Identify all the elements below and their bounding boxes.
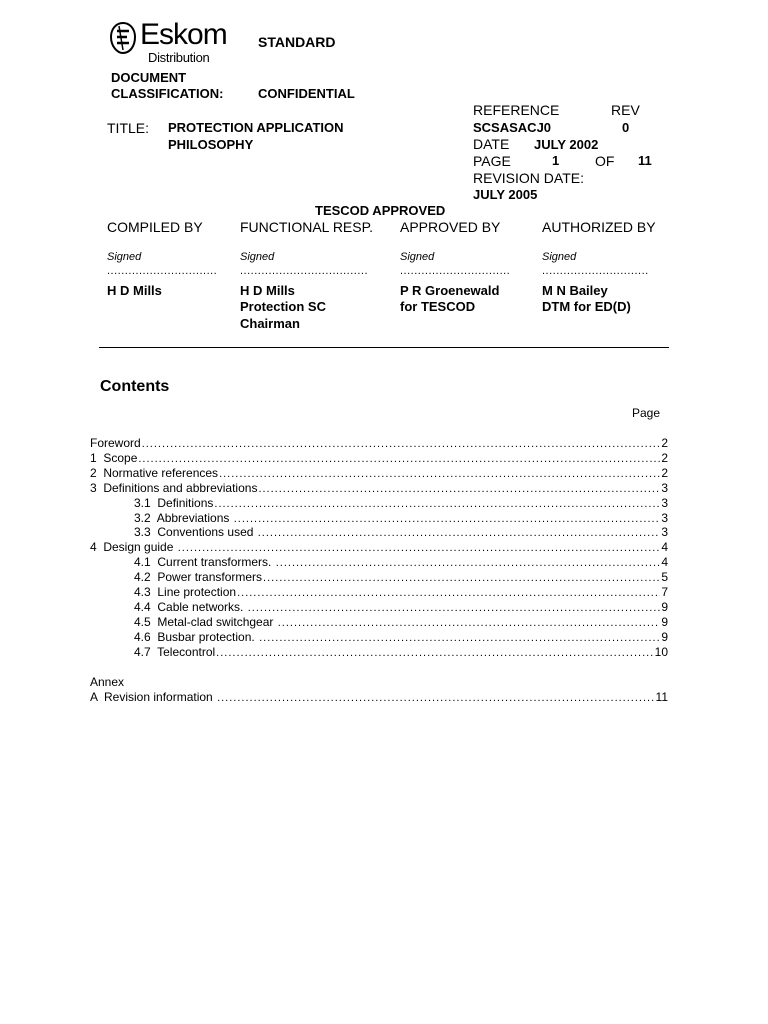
page-value: 1 (552, 153, 560, 168)
revision-date-label: REVISION DATE: (473, 170, 584, 186)
toc-entry[interactable] (90, 540, 668, 555)
toc-entry-label: 3.1 Definitions (134, 495, 214, 510)
toc-entry[interactable] (90, 451, 668, 466)
toc-entry[interactable] (90, 436, 668, 451)
signature-line: .............................. (542, 265, 649, 277)
toc-leader-dots (219, 468, 660, 480)
toc-entry-page: 3 (661, 495, 668, 510)
doc-class-label-2: CLASSIFICATION: (111, 86, 224, 101)
eskom-logo-icon (110, 22, 136, 54)
rev-value: 0 (622, 120, 630, 135)
signatory-detail: Chairman (240, 316, 300, 331)
doc-type: STANDARD (258, 34, 336, 50)
role-label: APPROVED BY (400, 219, 501, 235)
signature-line: ............................... (107, 265, 218, 277)
toc-leader-dots (142, 438, 661, 450)
toc-leader-dots (217, 692, 654, 704)
signatory-detail: Protection SC (240, 299, 326, 314)
eskom-logo (110, 20, 250, 66)
toc-entry-page: 2 (661, 436, 668, 450)
toc-entry[interactable] (134, 585, 668, 600)
approval-status: TESCOD APPROVED (315, 203, 446, 218)
toc-leader-dots (258, 527, 661, 539)
toc-leader-dots (138, 453, 660, 465)
toc-entry-label: 4.5 Metal-clad switchgear (134, 614, 277, 629)
role-label: FUNCTIONAL RESP. (240, 219, 374, 235)
toc-entry[interactable] (134, 570, 668, 585)
toc-entry-label: 4.4 Cable networks. (134, 599, 247, 614)
toc-entry-page: 10 (654, 644, 668, 659)
toc-leader-dots (178, 542, 661, 554)
signatory-name: H D Mills (240, 283, 295, 298)
toc-entry[interactable] (134, 511, 668, 526)
date-value: JULY 2002 (534, 137, 599, 152)
page-label: PAGE (473, 153, 511, 169)
toc-entry[interactable] (134, 645, 668, 660)
toc-entry[interactable] (134, 555, 668, 570)
title-label: TITLE: (107, 120, 150, 136)
toc-entry[interactable] (134, 600, 668, 615)
toc-entry-page: 5 (661, 570, 668, 585)
role-label: AUTHORIZED BY (542, 219, 656, 235)
toc-leader-dots (237, 587, 660, 599)
rev-label: REV (611, 102, 640, 118)
toc-entry-label: 4.1 Current transformers. (134, 555, 275, 570)
toc-entry[interactable] (134, 630, 668, 645)
date-label: DATE (473, 136, 510, 152)
toc-entry-label: 3 Definitions and abbreviations (90, 480, 258, 495)
toc-entry-page: 7 (661, 585, 668, 599)
toc-entry-label: 3.2 Abbreviations (134, 510, 233, 525)
signed-mark: Signed (240, 251, 275, 263)
toc-leader-dots (258, 483, 660, 495)
header-divider (99, 347, 669, 348)
toc-leader-dots (278, 617, 661, 629)
contents-heading: Contents (100, 378, 170, 395)
signatory-name: M N Bailey (542, 283, 608, 298)
toc-leader-dots (248, 602, 661, 614)
toc-entry[interactable] (90, 690, 668, 705)
toc-entry[interactable] (134, 525, 668, 540)
doc-class-value: CONFIDENTIAL (258, 86, 355, 101)
toc-entry[interactable] (90, 466, 668, 481)
signature-line: ............................... (400, 265, 511, 277)
title-line-1: PROTECTION APPLICATION (168, 120, 344, 135)
reference-value: SCSASACJ0 (473, 120, 552, 135)
toc-entry-page: 3 (661, 480, 668, 495)
toc-entry-page: 3 (661, 525, 668, 540)
toc-entry-page: 9 (661, 614, 668, 629)
logo-sub: Distribution (148, 50, 210, 65)
page-column-label: Page (632, 406, 661, 420)
toc-entry[interactable] (90, 481, 668, 496)
logo-brand: Eskom (140, 18, 227, 51)
toc-entry-label: 1 Scope (90, 450, 138, 465)
reference-label: REFERENCE (473, 102, 560, 118)
toc-entry-label: 4.7 Telecontrol (134, 644, 216, 659)
toc-entry-page: 4 (661, 555, 668, 570)
toc-entry-label: 2 Normative references (90, 465, 219, 480)
toc-entry-page: 2 (661, 450, 668, 465)
toc-entry-label: 4.3 Line protection (134, 585, 237, 599)
toc-entry-page: 9 (661, 629, 668, 644)
signed-mark: Signed (107, 251, 142, 263)
signatory-detail: for TESCOD (400, 299, 476, 314)
annex-heading: Annex (90, 675, 125, 689)
of-value: 11 (638, 153, 652, 168)
toc-entry-label: A Revision information (90, 690, 217, 704)
toc-entry-label: 3.3 Conventions used (134, 525, 257, 540)
toc-leader-dots (216, 647, 653, 659)
signatory-name: P R Groenewald (400, 283, 500, 298)
revision-date-value: JULY 2005 (473, 187, 538, 202)
signed-mark: Signed (542, 251, 577, 263)
signatory-detail: DTM for ED(D) (542, 299, 631, 314)
doc-class-label-1: DOCUMENT (111, 70, 187, 85)
toc-entry-page: 9 (661, 599, 668, 614)
toc-entry-page: 3 (661, 510, 668, 525)
toc-entry-page: 2 (661, 465, 668, 480)
toc-entry-page: 11 (655, 690, 668, 704)
toc-entry-label: 4.2 Power transformers (134, 570, 263, 585)
signature-line: .................................... (240, 265, 369, 277)
toc-leader-dots (234, 513, 661, 525)
of-label: OF (595, 153, 615, 169)
toc-leader-dots (263, 572, 660, 584)
toc-leader-dots (214, 498, 660, 510)
toc-leader-dots (259, 632, 660, 644)
toc-entry-page: 4 (661, 540, 668, 555)
toc-entry-label: 4 Design guide (90, 540, 177, 555)
toc-entry-label: Foreword (90, 436, 141, 450)
toc-entry[interactable] (134, 615, 668, 630)
title-line-2: PHILOSOPHY (168, 137, 254, 152)
role-label: COMPILED BY (107, 219, 203, 235)
toc-entry-label: 4.6 Busbar protection. (134, 629, 259, 644)
toc-entry[interactable] (134, 496, 668, 511)
signatory-name: H D Mills (107, 283, 162, 298)
toc-leader-dots (276, 557, 661, 569)
signed-mark: Signed (400, 251, 435, 263)
